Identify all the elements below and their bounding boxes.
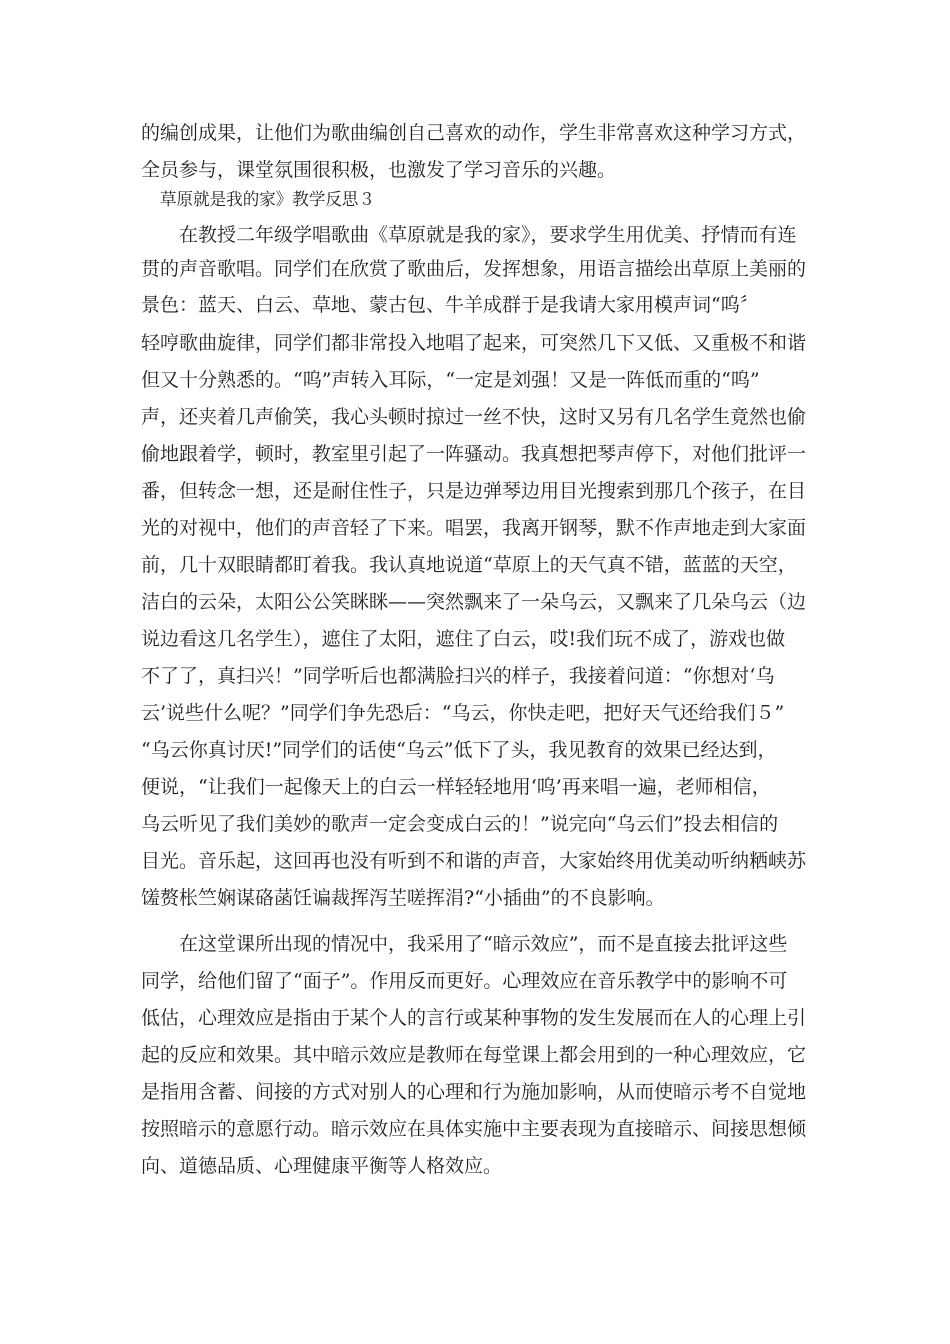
text-line: 声，还夹着几声偷笑，我心头顿时掠过一丝不快，这时又另有几名学生竟然也偷 (141, 406, 807, 428)
text-line: 偷地跟着学，顿时，教室里引起了一阵骚动。我真想把琴声停下，对他们批评一 (141, 443, 807, 465)
text-line: 向、道德品质、心理健康平衡等人格效应。 (141, 1155, 503, 1177)
text-line: 番，但转念一想，还是耐住性子，只是边弹琴边用目光搜索到那几个孩子，在目 (141, 480, 807, 502)
text-line: 洁白的云朵，太阳公公笑眯眯——突然飘来了一朵乌云，又飘来了几朵乌云（边 (141, 591, 807, 613)
text-line: 是指用含蓄、间接的方式对别人的心理和行为施加影响，从而使暗示考不自觉地 (141, 1081, 807, 1103)
text-line: 云’说些什么呢？”同学们争先恐后：“乌云，你快走吧，把好天气还给我们５” (141, 702, 785, 724)
text-line: 按照暗示的意愿行动。暗示效应在具体实施中主要表现为直接暗示、间接思想倾 (141, 1118, 807, 1140)
text-line: 馐赘枨竺娴谋硌菡饪谝裁挥泻芏嗟挥涓?“小插曲”的不良影响。 (141, 887, 665, 909)
text-line: 低估，心理效应是指由于某个人的言行或某种事物的发生发展而在人的心理上引 (141, 1007, 807, 1029)
text-line: 全员参与，课堂氛围很积极，也激发了学习音乐的兴趣。 (141, 159, 617, 181)
text-line: 乌云听见了我们美妙的歌声一定会变成白云的！”说完向“乌云们”投去相信的 (141, 813, 779, 835)
text-line: 不了了，真扫兴！”同学听后也都满脸扫兴的样子，我接着问道：“你想对‘乌 (141, 665, 775, 687)
text-line: 在这堂课所出现的情况中，我采用了“暗示效应”，而不是直接去批评这些 (141, 933, 788, 955)
text-line: 但又十分熟悉的。“呜”声转入耳际，“一定是刘强！又是一阵低而重的“呜” (141, 369, 760, 391)
text-line: 目光。音乐起，这回再也没有听到不和谐的声音，大家始终用优美动听纳粞峡苏 (141, 850, 807, 872)
text-line: 轻哼歌曲旋律，同学们都非常投入地唱了起来，可突然几下又低、又重极不和谐 (141, 332, 807, 354)
text-line: 同学，给他们留了“面子”。作用反而更好。心理效应在音乐教学中的影响不可 (141, 970, 788, 992)
text-line: 说边看这几名学生），遮住了太阳，遮住了白云，哎!我们玩不成了，游戏也做 (141, 628, 786, 650)
text-line: 在教授二年级学唱歌曲《草原就是我的家》，要求学生用优美、抒情而有连 (141, 224, 797, 246)
section-title: 草原就是我的家》教学反思３ (160, 190, 376, 210)
text-line: 便说，“让我们一起像天上的白云一样轻轻地用‘呜’再来唱一遍，老师相信， (141, 776, 771, 798)
text-line: 景色：蓝天、白云、草地、蒙古包、牛羊成群于是我请大家用模声词“呜〞 (141, 294, 759, 316)
text-line: 前，几十双眼睛都盯着我。我认真地说道“草原上的天气真不错，蓝蓝的天空， (141, 554, 797, 576)
text-line: “乌云你真讨厌!”同学们的话使“乌云”低下了头，我见教育的效果已经达到， (141, 739, 777, 761)
text-line: 的编创成果，让他们为歌曲编创自己喜欢的动作，学生非常喜欢这种学习方式， (141, 122, 807, 144)
text-line: 贯的声音歌唱。同学们在欣赏了歌曲后，发挥想象，用语言描绘出草原上美丽的 (141, 258, 807, 280)
text-line: 光的对视中，他们的声音轻了下来。唱罢，我离开钢琴，默不作声地走到大家面 (141, 517, 807, 539)
text-line: 起的反应和效果。其中暗示效应是教师在每堂课上都会用到的一种心理效应，它 (141, 1044, 807, 1066)
